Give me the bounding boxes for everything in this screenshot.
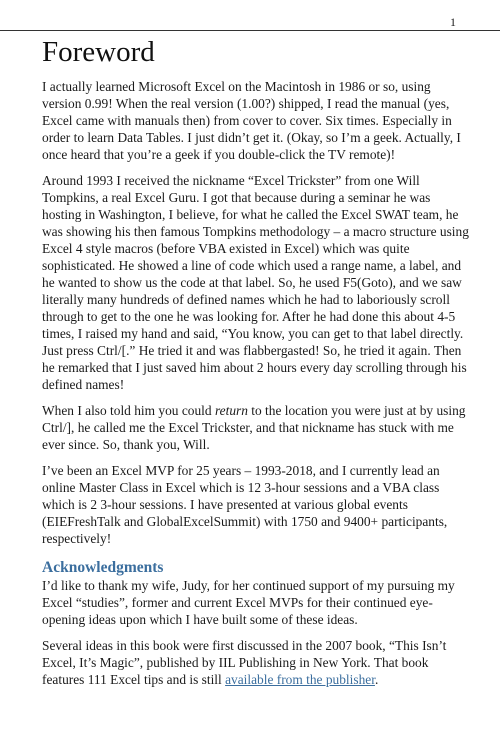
paragraph-text: . (374, 672, 379, 687)
paragraph-text: When I also told him you could (42, 403, 215, 418)
paragraph-text: to the location you were just at by using Ctrl/], he called me the Excel Trickster, and that nickname has stuck with me ever since. So, thank you, Will. (42, 403, 466, 452)
foreword-paragraph-2: Around 1993 I received the nickname “Excel Trickster” from one Will Tompkins, a real Excel Guru. I got that because during a seminar he was hosting in Washington, I believe, for what he called the Excel SWAT team, he was showing his then famous Tompkins methodology – a macro structure using Excel 4 style macros (before VBA existed in Excel) which was quite sophisticated. He showed a line of code which used a range name, a label, and he wanted to show us the code at that label. So, he used F5(Goto), and we saw literally many hundreds of defined names which he had to laboriously scroll through to get to the one he was looking for. After he had done this about 4-5 times, I raised my hand and said, “You know, you can get to that label directly. Just press Ctrl/[.” He tried it and was flabbergasted! So, he tried it again. Then he remarked that I just saved him about 2 hours every day scrolling through his defined names! (42, 173, 469, 392)
page-content (42, 34, 470, 697)
emphasis-return: return (214, 403, 248, 418)
acknowledgments-heading: Acknowledgments (42, 559, 164, 576)
foreword-paragraph-3 (42, 402, 470, 453)
page-number: 1 (450, 15, 456, 29)
page-title: Foreword (42, 36, 155, 68)
foreword-paragraph-1: I actually learned Microsoft Excel on the Macintosh in 1986 or so, using version 0.99! When the real version (1.00?) shipped, I read the manual (yes, Excel came with manuals then) from cover to cover. Six times. Especially in order to learn Data Tables. I just didn’t get it. (Okay, so I’m a geek. Actually, I once heard that you’re a geek if you double-click the TV remote)! (42, 79, 461, 162)
acknowledgments-paragraph-2 (42, 637, 470, 688)
publisher-link[interactable]: available from the publisher (225, 672, 375, 687)
acknowledgments-paragraph-1: I’d like to thank my wife, Judy, for her continued support of my pursuing my Excel “studies”, former and current Excel MVPs for their continued eye-opening ideas upon which I have built some of these ideas. (42, 578, 455, 627)
foreword-paragraph-4: I’ve been an Excel MVP for 25 years – 1993-2018, and I currently lead an online Master Class in Excel which is 12 3-hour sessions and a VBA class which is 2 3-hour sessions. I have presented at various global events (EIEFreshTalk and GlobalExcelSummit) with 1750 and 9400+ participants, respectively! (42, 463, 448, 546)
header-rule (0, 30, 500, 31)
paragraph-text: Several ideas in this book were first discussed in the 2007 book, “This Isn’t Excel, It’s Magic”, published by IIL Publishing in New York. That book features 111 Excel tips and is still (42, 638, 447, 687)
